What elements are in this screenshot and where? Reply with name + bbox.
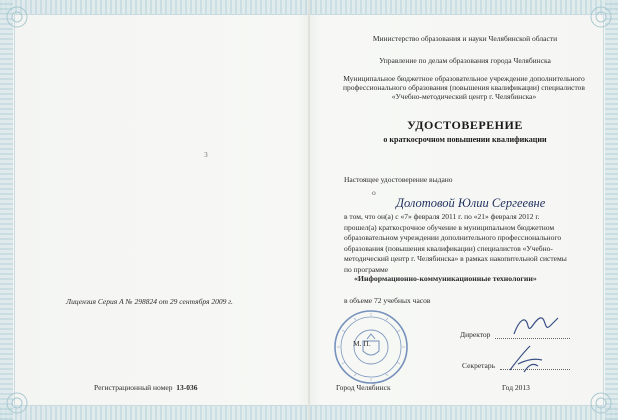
page-fold [308, 0, 310, 420]
body-line: в том, что он(а) с «7» февраля 2011 г. по «21» февраля 2012 г. [344, 212, 540, 221]
body-line: методический центр г. Челябинска» в рамках накопительной системы [344, 254, 567, 263]
page-mark: 3 [204, 150, 208, 159]
secretary-signature-icon [504, 342, 548, 376]
ministry-line: Министерство образования и науки Челябинской области [372, 34, 558, 43]
hours-text: в объеме 72 учебных часов [344, 296, 431, 305]
registration-number [94, 383, 197, 392]
institution-line: «Учебно-методический центр г. Челябинска» [391, 92, 537, 101]
issued-text: Настоящее удостоверение выдано [344, 175, 453, 184]
director-signature-icon [510, 312, 560, 340]
registration-label: Регистрационный номер [94, 383, 173, 392]
department-line: Управление по делам образования города Челябинска [379, 56, 551, 65]
body-line: образовательном учреждении дополнительного профессионального [344, 233, 562, 242]
document-title: УДОСТОВЕРЕНИЕ [407, 118, 523, 132]
corner-ornament-icon [586, 388, 616, 418]
body-line: по программе [344, 264, 389, 274]
institution-line: профессионального образования (повышения квалификации) специалистов [343, 83, 585, 92]
corner-ornament-icon [2, 388, 32, 418]
stamp-label: М. П. [353, 339, 371, 348]
body-line: образования (повышения квалификации) специалистов «Учебно- [344, 243, 553, 253]
recipient-name: Долотовой Юлии Сергеевне [396, 196, 546, 210]
program-name: «Информационно-коммуникационные технологии» [354, 274, 537, 283]
registration-value: 13-036 [176, 383, 198, 392]
institution-line: Муниципальное бюджетное образовательное учреждение дополнительного [343, 74, 585, 83]
certificate-body [344, 212, 598, 275]
year-text: Год 2013 [502, 383, 530, 392]
issued-mark: о [372, 188, 376, 197]
city-text: Город Челябинск [336, 383, 391, 392]
body-line: прошел(а) краткосрочное обучение в муниципальном бюджетном [344, 222, 555, 232]
secretary-label: Секретарь [462, 361, 496, 370]
decorative-border-right [605, 0, 618, 420]
license-text: Лицензия Серия А № 298824 от 29 сентября 2009 г. [66, 297, 233, 306]
corner-ornament-icon [586, 2, 616, 32]
corner-ornament-icon [2, 2, 32, 32]
official-stamp-icon [333, 309, 409, 385]
decorative-border-left [0, 0, 13, 420]
document-subtitle: о краткосрочном повышении квалификации [383, 135, 547, 144]
director-label: Директор [460, 330, 491, 339]
